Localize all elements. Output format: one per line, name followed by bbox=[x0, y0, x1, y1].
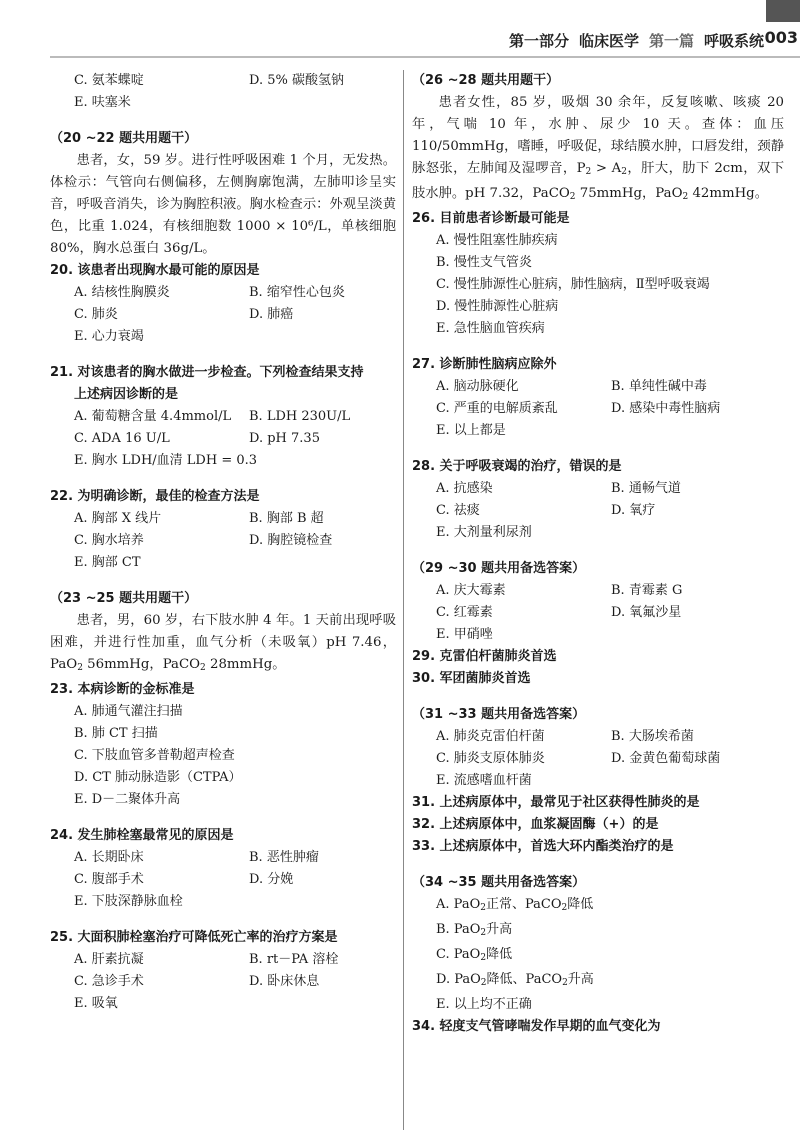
stem-text: PaO bbox=[655, 186, 683, 201]
column-divider bbox=[403, 70, 404, 1130]
option[interactable]: C. 下肢血管多普勒超声检查 bbox=[74, 748, 235, 763]
stem-text: 28mmHg。 bbox=[205, 657, 286, 672]
option[interactable]: E. 以上都是 bbox=[436, 423, 506, 438]
option[interactable]: B. 恶性肿瘤 bbox=[249, 850, 319, 865]
option[interactable]: B. 通畅气道 bbox=[611, 481, 681, 496]
option[interactable]: C. 肺炎 bbox=[74, 307, 118, 322]
option[interactable]: D. 卧床休息 bbox=[249, 974, 320, 989]
option[interactable] bbox=[436, 894, 784, 919]
option[interactable]: E. 心力衰竭 bbox=[74, 329, 144, 344]
option[interactable]: E. 流感嗜血杆菌 bbox=[436, 773, 532, 788]
question-title: 27. 诊断肺性脑病应除外 bbox=[412, 357, 557, 372]
question-title: 25. 大面积肺栓塞治疗可降低死亡率的治疗方案是 bbox=[50, 930, 338, 945]
option[interactable]: B. 大肠埃希菌 bbox=[611, 729, 694, 744]
stem-text: 75mmHg， bbox=[575, 186, 656, 201]
stem-text: PaO bbox=[50, 657, 78, 672]
option[interactable]: B. 青霉素 G bbox=[611, 583, 683, 598]
q22-options bbox=[50, 508, 396, 574]
option[interactable]: E. 吸氧 bbox=[74, 996, 118, 1011]
subscript: 2 bbox=[682, 192, 689, 202]
question-title: 30. 军团菌肺炎首选 bbox=[412, 671, 531, 686]
q28-options bbox=[412, 478, 784, 544]
subject-label: 临床医学 bbox=[578, 32, 639, 50]
q24-options bbox=[50, 847, 396, 913]
group-title: （29 ~30 题共用备选答案） bbox=[412, 561, 586, 576]
header-rule bbox=[50, 56, 800, 58]
option[interactable]: D. 感染中毒性脑病 bbox=[611, 401, 721, 416]
option[interactable]: D. pH 7.35 bbox=[249, 431, 320, 446]
group-title: （34 ~35 题共用备选答案） bbox=[412, 875, 586, 890]
option[interactable]: D. 胸腔镜检查 bbox=[249, 533, 333, 548]
option[interactable]: B. 缩窄性心包炎 bbox=[249, 285, 345, 300]
subscript: 2 bbox=[562, 978, 568, 988]
q23-options bbox=[50, 701, 396, 811]
option[interactable]: E. 甲硝唑 bbox=[436, 627, 493, 642]
question-title: 26. 目前患者诊断最可能是 bbox=[412, 211, 570, 226]
question-title: 32. 上述病原体中，血浆凝固酶（+）的是 bbox=[412, 817, 659, 832]
option-text: D. PaO bbox=[436, 972, 481, 987]
option[interactable]: C. 胸水培养 bbox=[74, 533, 144, 548]
stem-text: > A bbox=[591, 161, 622, 176]
stem-text: 56mmHg，PaCO bbox=[82, 657, 201, 672]
subscript: 2 bbox=[585, 167, 592, 177]
q19-remaining-options bbox=[50, 70, 396, 114]
group-title: （31 ~33 题共用备选答案） bbox=[412, 707, 586, 722]
option[interactable]: A. 肺通气灌注扫描 bbox=[74, 704, 183, 719]
subscript: 2 bbox=[480, 978, 487, 988]
option-text: C. PaO bbox=[436, 947, 481, 962]
option[interactable]: A. 葡萄糖含量 4.4mmol/L bbox=[74, 409, 232, 424]
question-title: 28. 关于呼吸衰竭的治疗，错误的是 bbox=[412, 459, 622, 474]
option[interactable]: C. 红霉素 bbox=[436, 605, 493, 620]
group-title: （26 ~28 题共用题干） bbox=[412, 73, 560, 88]
q27-options bbox=[412, 376, 784, 442]
option[interactable]: B. 慢性支气管炎 bbox=[436, 255, 532, 270]
option[interactable]: A. 肝素抗凝 bbox=[74, 952, 144, 967]
option[interactable]: A. 结核性胸膜炎 bbox=[74, 285, 170, 300]
right-column bbox=[412, 70, 784, 1038]
option[interactable]: B. LDH 230U/L bbox=[249, 409, 351, 424]
stem-text: P bbox=[576, 161, 586, 176]
g31-options bbox=[412, 726, 784, 792]
option[interactable]: E. 胸水 LDH/血清 LDH = 0.3 bbox=[74, 453, 258, 468]
question-title: 29. 克雷伯杆菌肺炎首选 bbox=[412, 649, 557, 664]
option[interactable]: C. 肺炎支原体肺炎 bbox=[436, 751, 545, 766]
option[interactable]: C. 氨苯蝶啶 bbox=[74, 73, 144, 88]
option[interactable]: E. 胸部 CT bbox=[74, 555, 141, 570]
question-title: 20. 该患者出现胸水最可能的原因是 bbox=[50, 263, 260, 278]
left-column bbox=[50, 70, 396, 1015]
option[interactable]: C. 慢性肺源性心脏病，肺性脑病，Ⅱ型呼吸衰竭 bbox=[436, 277, 710, 292]
option[interactable]: E. 急性脑血管疾病 bbox=[436, 321, 545, 336]
question-title: 23. 本病诊断的金标准是 bbox=[50, 682, 195, 697]
option[interactable]: B. 单纯性碱中毒 bbox=[611, 379, 707, 394]
question-title-line: 21. 对该患者的胸水做进一步检查。下列检查结果支持 bbox=[50, 365, 364, 380]
question-title: 31. 上述病原体中，最常见于社区获得性肺炎的是 bbox=[412, 795, 700, 810]
option[interactable]: B. rt－PA 溶栓 bbox=[249, 952, 339, 967]
option[interactable]: D. 肺癌 bbox=[249, 307, 294, 322]
option[interactable] bbox=[436, 944, 784, 969]
option[interactable]: D. 慢性肺源性心脏病 bbox=[436, 299, 559, 314]
option[interactable]: C. ADA 16 U/L bbox=[74, 431, 170, 446]
option[interactable]: E. 以上均不正确 bbox=[436, 997, 532, 1012]
option[interactable] bbox=[436, 919, 784, 944]
option[interactable]: D. 氧疗 bbox=[611, 503, 656, 518]
option[interactable]: E. D－二聚体升高 bbox=[74, 792, 181, 807]
page-header bbox=[0, 0, 800, 62]
subscript: 2 bbox=[200, 663, 206, 673]
option[interactable]: D. 金黄色葡萄球菌 bbox=[611, 751, 721, 766]
g29-options bbox=[412, 580, 784, 646]
corner-tab bbox=[766, 0, 800, 22]
option[interactable]: A. 抗感染 bbox=[436, 481, 493, 496]
option[interactable]: A. 肺炎克雷伯杆菌 bbox=[436, 729, 545, 744]
running-head bbox=[509, 30, 764, 51]
g34-options bbox=[412, 894, 784, 1016]
subscript: 2 bbox=[561, 903, 568, 913]
group-title: （20 ~22 题共用题干） bbox=[50, 131, 198, 146]
option[interactable] bbox=[436, 969, 784, 994]
stem-text: 42mmHg。 bbox=[688, 186, 768, 201]
question-stem: 患者，女，59 岁。进行性呼吸困难 1 个月，无发热。体检示：气管向右侧偏移，左侧胸廓饱满，左肺叩诊呈实音，呼吸音消失，诊为胸腔积液。胸水检查示：外观呈淡黄色，比重 1.024，有核细胞数 1000 × 10⁶/L，单核细胞 80%，胸水总蛋白 36g/L。 bbox=[50, 153, 396, 256]
option[interactable]: B. 肺 CT 扫描 bbox=[74, 726, 158, 741]
question-stem bbox=[412, 92, 784, 208]
option-text: B. PaO bbox=[436, 922, 481, 937]
option[interactable]: A. 慢性阻塞性肺疾病 bbox=[436, 233, 558, 248]
option[interactable]: E. 下肢深静脉血栓 bbox=[74, 894, 183, 909]
volume-label: 第一篇 bbox=[648, 32, 694, 50]
subscript: 2 bbox=[569, 192, 576, 202]
subscript: 2 bbox=[480, 953, 487, 963]
option[interactable]: A. 胸部 X 线片 bbox=[74, 511, 162, 526]
option-text: 升高 bbox=[567, 972, 594, 987]
group-title: （23 ~25 题共用题干） bbox=[50, 591, 198, 606]
option[interactable]: C. 祛痰 bbox=[436, 503, 480, 518]
option[interactable]: E. 大剂量利尿剂 bbox=[436, 525, 532, 540]
option[interactable]: D. 氧氟沙星 bbox=[611, 605, 682, 620]
option[interactable]: A. 长期卧床 bbox=[74, 850, 144, 865]
option[interactable]: B. 胸部 B 超 bbox=[249, 511, 324, 526]
option-text: 降低、PaCO bbox=[486, 972, 563, 987]
question-stem bbox=[50, 610, 396, 679]
option[interactable]: A. 庆大霉素 bbox=[436, 583, 506, 598]
page-number: 003 bbox=[764, 28, 798, 47]
question-title: 24. 发生肺栓塞最常见的原因是 bbox=[50, 828, 234, 843]
option[interactable]: C. 急诊手术 bbox=[74, 974, 144, 989]
stem-text: 患者女性，85 岁，吸烟 30 余年，反复咳嗽、咳痰 20 年，气喘 10 年，水肿、尿少 10 天。查体：血压 110/50mmHg，嗜睡，呼吸促，球结膜水肿，口唇发绀，颈静脉怒张，左肺闻及湿啰音， bbox=[412, 95, 784, 176]
question-title-line: 上述病因诊断的是 bbox=[74, 387, 179, 402]
subscript: 2 bbox=[480, 903, 486, 913]
option[interactable]: A. 脑动脉硬化 bbox=[436, 379, 519, 394]
option-text: A. PaO bbox=[436, 897, 481, 912]
question-title: 33. 上述病原体中，首选大环内酯类治疗的是 bbox=[412, 839, 674, 854]
section-label: 呼吸系统 bbox=[703, 32, 764, 50]
q25-options bbox=[50, 949, 396, 1015]
option-text: 正常、PaCO bbox=[485, 897, 562, 912]
subscript: 2 bbox=[621, 167, 628, 177]
q20-options bbox=[50, 282, 396, 348]
option-text: 升高 bbox=[486, 922, 513, 937]
q26-options bbox=[412, 230, 784, 340]
option[interactable]: C. 腹部手术 bbox=[74, 872, 144, 887]
question-title: 34. 轻度支气管哮喘发作早期的血气变化为 bbox=[412, 1019, 661, 1034]
stem-text: 患者，男，60 岁，右下肢水肿 4 年。1 天前出现呼吸困难，并进行性加重，血气分析（未吸氧）pH 7.46， bbox=[50, 613, 396, 650]
question-title: 22. 为明确诊断，最佳的检查方法是 bbox=[50, 489, 260, 504]
option[interactable]: D. 分娩 bbox=[249, 872, 294, 887]
part-label: 第一部分 bbox=[508, 32, 569, 50]
stem-text: ，肝大，肋下 2cm，双下肢水肿。pH 7.32，PaCO bbox=[412, 161, 785, 201]
option-text: 降低 bbox=[486, 947, 513, 962]
option[interactable]: E. 呋塞米 bbox=[74, 95, 131, 110]
option[interactable]: D. CT 肺动脉造影（CTPA） bbox=[74, 770, 242, 785]
option[interactable]: D. 5% 碳酸氢钠 bbox=[249, 73, 344, 88]
question-title bbox=[50, 362, 396, 406]
subscript: 2 bbox=[480, 928, 487, 938]
option[interactable]: C. 严重的电解质紊乱 bbox=[436, 401, 558, 416]
subscript: 2 bbox=[77, 663, 83, 673]
q21-options bbox=[50, 406, 396, 472]
option-text: 降低 bbox=[567, 897, 594, 912]
